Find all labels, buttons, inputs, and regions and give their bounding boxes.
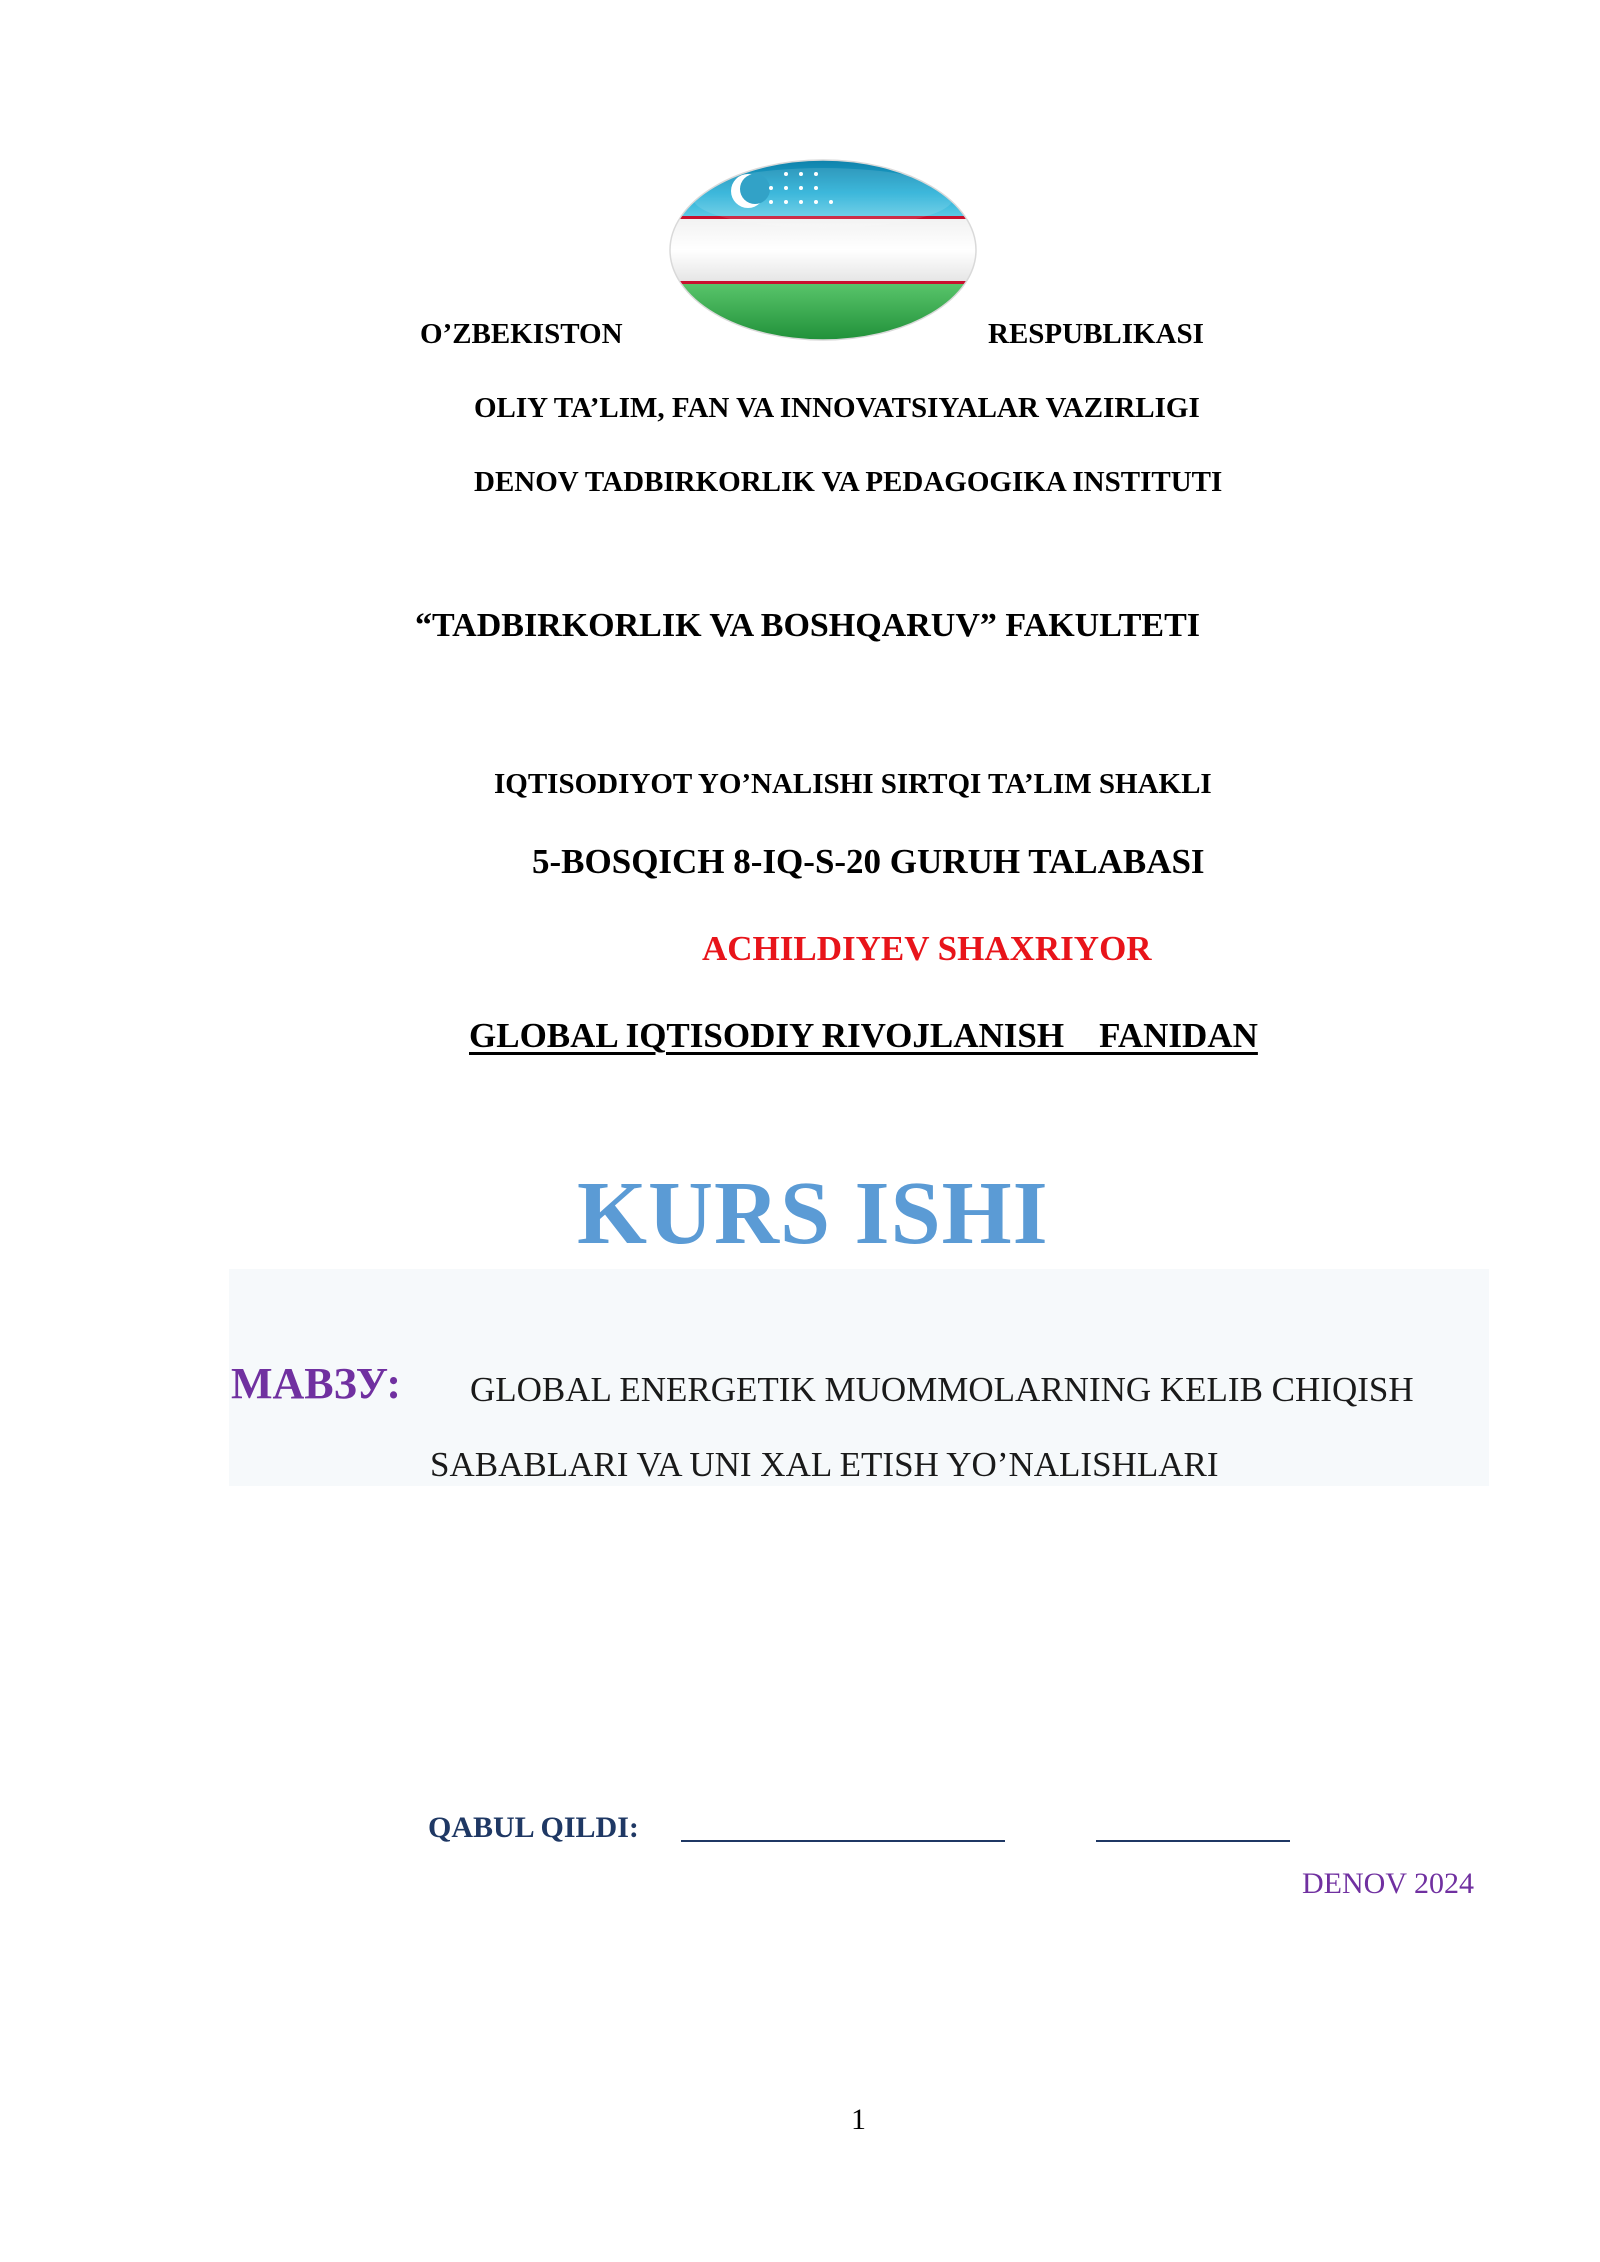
study-direction: IQTISODIYOT YO’NALISHI SIRTQI TA’LIM SHAKLI bbox=[494, 768, 1212, 800]
group-info: 5-BOSQICH 8-IQ-S-20 GURUH TALABASI bbox=[532, 842, 1205, 881]
topic-line-2: SABABLARI VA UNI XAL ETISH YO’NALISHLARI bbox=[430, 1445, 1219, 1484]
accepted-by-label: QABUL QILDI: bbox=[428, 1811, 639, 1844]
topic-line-1: GLOBAL ENERGETIK MUOMMOLARNING KELIB CHIQISH bbox=[470, 1370, 1414, 1409]
document-title: KURS ISHI bbox=[577, 1164, 1049, 1263]
subject-title: GLOBAL IQTISODIY RIVOJLANISH FANIDAN bbox=[469, 1016, 1258, 1055]
city-year: DENOV 2024 bbox=[1302, 1867, 1474, 1900]
header-country-right: RESPUBLIKASI bbox=[988, 318, 1204, 350]
student-name: ACHILDIYEV SHAXRIYOR bbox=[702, 929, 1152, 968]
signature-line-name bbox=[681, 1840, 1005, 1842]
header-country-left: O’ZBEKISTON bbox=[420, 318, 623, 350]
faculty-title: “TADBIRKORLIK VA BOSHQARUV” FAKULTETI bbox=[415, 607, 1201, 644]
header-ministry: OLIY TA’LIM, FAN VA INNOVATSIYALAR VAZIRLIGI bbox=[474, 392, 1200, 424]
topic-label: МАВЗУ: bbox=[231, 1359, 402, 1408]
signature-line-sign bbox=[1096, 1840, 1290, 1842]
page-number: 1 bbox=[851, 2103, 866, 2136]
header-institute: DENOV TADBIRKORLIK VA PEDAGOGIKA INSTITUTI bbox=[474, 466, 1223, 498]
uzbekistan-flag-oval-icon bbox=[668, 158, 978, 342]
